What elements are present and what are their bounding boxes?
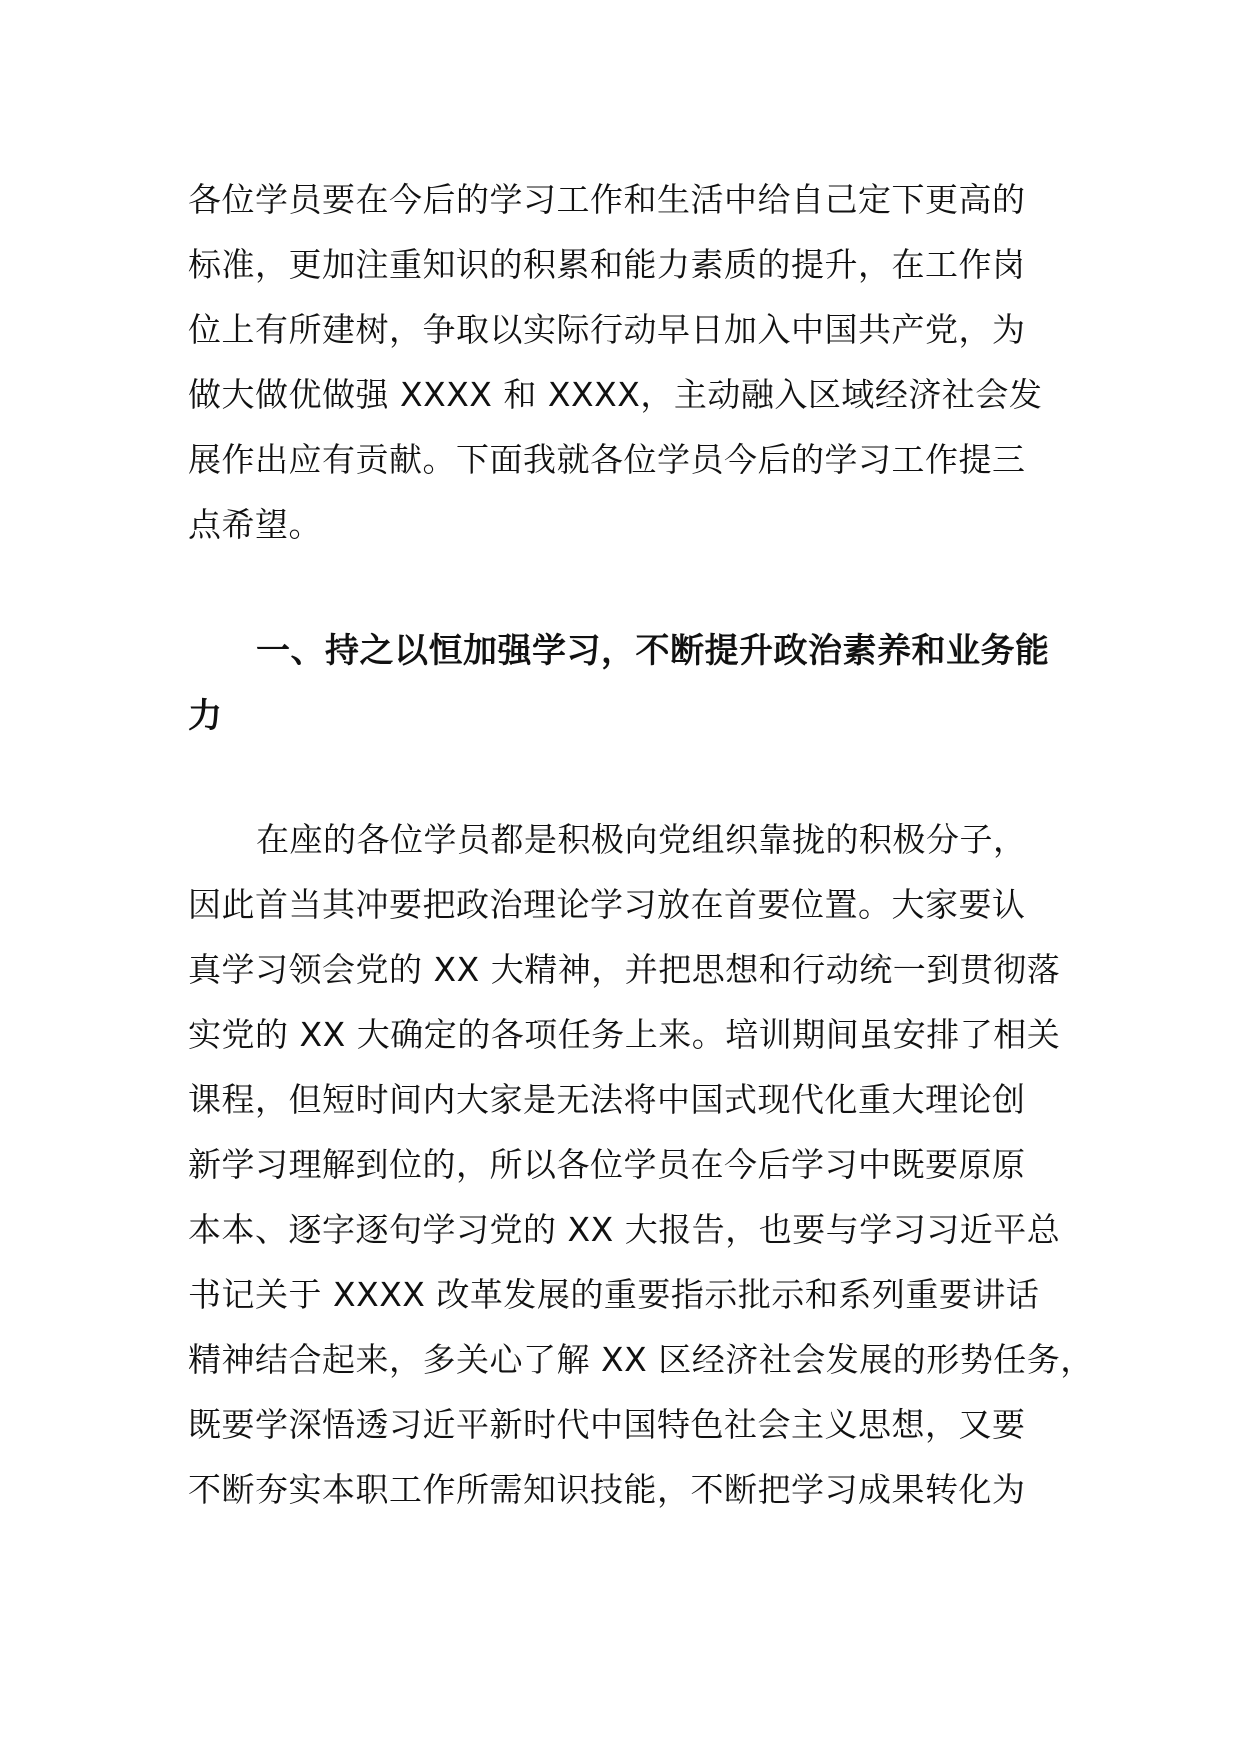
text-line: 点希望。	[188, 505, 322, 544]
text-line: 书记关于 XXXX 改革发展的重要指示批示和系列重要讲话	[188, 1275, 1040, 1314]
text-line: 既要学深悟透习近平新时代中国特色社会主义思想，又要	[188, 1405, 1026, 1444]
text-line: 精神结合起来，多关心了解 XX 区经济社会发展的形势任务，	[188, 1340, 1094, 1379]
section-heading	[188, 619, 1088, 749]
text-line: 因此首当其冲要把政治理论学习放在首要位置。大家要认	[188, 885, 1026, 924]
text-line: 课程，但短时间内大家是无法将中国式现代化重大理论创	[188, 1080, 1026, 1119]
heading-line: 一、持之以恒加强学习，不断提升政治素养和业务能	[256, 631, 1050, 671]
text-line: 位上有所建树，争取以实际行动早日加入中国共产党，为	[188, 310, 1026, 349]
paragraph-spacer	[188, 749, 1088, 807]
text-line: 展作出应有贡献。下面我就各位学员今后的学习工作提三	[188, 440, 1026, 479]
text-line: 做大做优做强 XXXX 和 XXXX，主动融入区域经济社会发	[188, 375, 1043, 414]
paragraph-spacer	[188, 557, 1088, 619]
text-line: 不断夯实本职工作所需知识技能，不断把学习成果转化为	[188, 1470, 1026, 1509]
intro-paragraph	[188, 167, 1088, 557]
text-line: 在座的各位学员都是积极向党组织靠拢的积极分子，	[256, 820, 1027, 859]
text-line: 真学习领会党的 XX 大精神，并把思想和行动统一到贯彻落	[188, 950, 1061, 989]
text-line: 新学习理解到位的，所以各位学员在今后学习中既要原原	[188, 1145, 1026, 1184]
text-line: 各位学员要在今后的学习工作和生活中给自己定下更高的	[188, 180, 1026, 219]
body-paragraph	[188, 807, 1094, 1522]
text-line: 标准，更加注重知识的积累和能力素质的提升，在工作岗	[188, 245, 1026, 284]
heading-line: 力	[188, 696, 223, 736]
text-line: 实党的 XX 大确定的各项任务上来。培训期间虽安排了相关	[188, 1015, 1061, 1054]
document-body	[188, 167, 1094, 1522]
text-line: 本本、逐字逐句学习党的 XX 大报告，也要与学习习近平总	[188, 1210, 1061, 1249]
